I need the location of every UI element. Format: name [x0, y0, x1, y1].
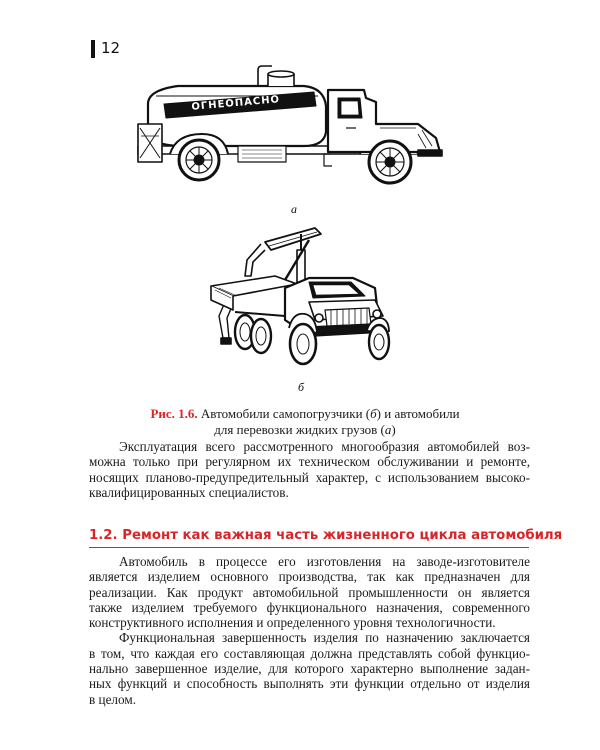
caption-line1-end: ) и автомобили	[376, 406, 460, 421]
paragraph-line: Автомобиль в процессе его изготовления на заводе-изготовителе	[119, 554, 530, 569]
caption-line1-letter: б	[370, 406, 377, 421]
section-heading-rule	[89, 547, 529, 548]
caption-line2-text: для перевозки жидких грузов (	[214, 422, 385, 437]
caption-line1-text: Автомобили самопогрузчики (	[200, 406, 371, 421]
paragraph-line: реализации. Как продукт автомобильной промышленности он является	[89, 584, 530, 600]
paragraph-line: можна только при регулярном их техническом обслуживании и ремонте,	[89, 454, 530, 470]
caption-line-1	[80, 406, 530, 422]
section-heading: 1.2. Ремонт как важная часть жизненного цикла автомобиля	[89, 528, 563, 543]
page-number-marker	[91, 40, 95, 58]
paragraph-maintenance	[89, 439, 530, 500]
paragraph-line: также изделием требуемого функционального назначения, современного	[89, 599, 530, 615]
caption-line-2	[80, 422, 530, 438]
caption-label: Рис. 1.6.	[150, 406, 198, 421]
figure-letter-b: б	[298, 380, 305, 394]
page-number: 12	[101, 39, 121, 57]
paragraph-line: конструктивного исполнения и определенного уровня технологичности.	[89, 615, 496, 631]
caption-line2-letter: а	[384, 422, 392, 437]
paragraph-line: ных функций и способность выполнять эти функции отдельно от изделия	[89, 676, 530, 692]
paragraph-repair	[89, 554, 530, 707]
paragraph-line: в том, что каждая его составляющая должна представлять собой функцио-	[89, 645, 530, 661]
caption-line2-end: )	[391, 422, 396, 437]
figure-letter-a: а	[291, 202, 297, 216]
crane-truck-drawing	[205, 220, 395, 380]
tank-warning-text: ОГНЕОПАСНО	[191, 94, 281, 113]
paragraph-line: нально завершенное изделие, для которого характерно выполнение задан-	[89, 661, 530, 677]
paragraph-line: является изделием основного производства, так как предназначен для	[89, 569, 530, 585]
tanker-truck-illustration	[118, 62, 454, 196]
crane-truck-illustration	[205, 220, 395, 380]
paragraph-line: в целом.	[89, 691, 136, 707]
tanker-truck-drawing	[118, 62, 454, 196]
paragraph-line: Эксплуатация всего рассмотренного многообразия автомобилей воз-	[119, 439, 530, 454]
paragraph-line: Функциональная завершенность изделия по назначению заключается	[119, 630, 530, 646]
figure-caption	[80, 406, 530, 438]
paragraph-line: квалифицированных специалистов.	[89, 484, 289, 500]
paragraph-line: носящих планово-предупредительный характер, с использованием высоко-	[89, 469, 530, 485]
